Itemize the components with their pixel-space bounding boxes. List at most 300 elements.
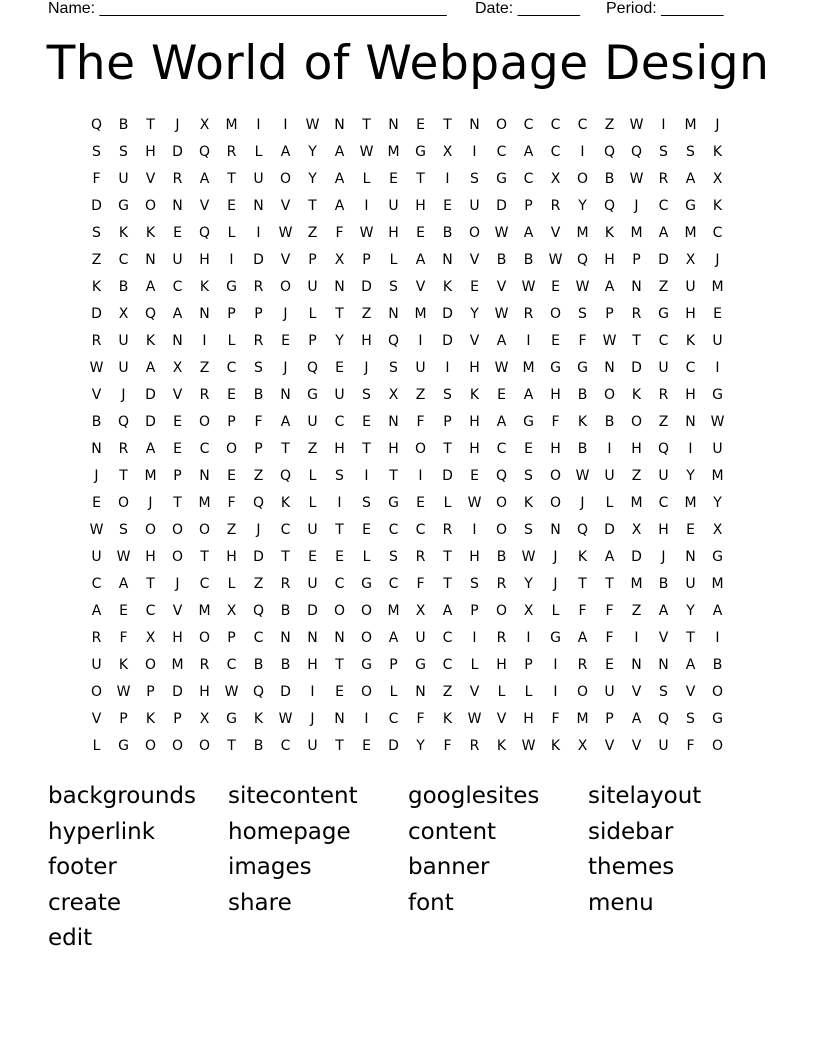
grid-letter: P bbox=[470, 603, 479, 619]
grid-letter: I bbox=[229, 252, 234, 268]
grid-letter: E bbox=[308, 549, 317, 565]
grid-letter: E bbox=[524, 441, 533, 457]
grid-letter: W bbox=[629, 171, 644, 187]
grid-letter: W bbox=[278, 225, 293, 241]
grid-letter: G bbox=[388, 495, 399, 511]
word-bank-item: font bbox=[408, 889, 454, 916]
grid-letter: J bbox=[364, 360, 369, 376]
word-bank-item: banner bbox=[408, 854, 490, 880]
grid-letter: R bbox=[199, 657, 210, 673]
grid-letter: A bbox=[631, 711, 642, 727]
grid-letter: Q bbox=[603, 198, 616, 214]
grid-letter: B bbox=[496, 252, 507, 268]
grid-letter: E bbox=[119, 603, 128, 619]
grid-letter: J bbox=[148, 495, 153, 511]
grid-letter: D bbox=[442, 306, 453, 322]
grid-letter: I bbox=[580, 144, 585, 160]
grid-letter: M bbox=[711, 576, 724, 592]
word-bank-item: create bbox=[48, 889, 122, 916]
grid-letter: S bbox=[659, 144, 668, 160]
grid-letter: U bbox=[469, 198, 480, 214]
grid-letter: J bbox=[715, 117, 720, 133]
grid-row bbox=[83, 490, 731, 517]
grid-letter: I bbox=[688, 441, 693, 457]
grid-letter: O bbox=[711, 738, 724, 754]
grid-letter: T bbox=[362, 441, 371, 457]
grid-letter: N bbox=[334, 117, 345, 133]
grid-letter: C bbox=[442, 630, 453, 646]
grid-letter: C bbox=[388, 522, 399, 538]
grid-letter: U bbox=[91, 657, 102, 673]
grid-row bbox=[83, 193, 731, 220]
grid-row bbox=[83, 112, 731, 139]
grid-letter: D bbox=[307, 603, 318, 619]
grid-letter: R bbox=[658, 171, 669, 187]
grid-letter: E bbox=[335, 684, 344, 700]
grid-letter: O bbox=[549, 306, 562, 322]
grid-letter: O bbox=[144, 522, 157, 538]
grid-letter: M bbox=[684, 495, 697, 511]
grid-letter: O bbox=[414, 441, 427, 457]
grid-letter: W bbox=[467, 495, 482, 511]
grid-letter: V bbox=[172, 387, 183, 403]
grid-letter: S bbox=[470, 171, 479, 187]
grid-letter: G bbox=[226, 711, 237, 727]
grid-row bbox=[83, 382, 731, 409]
grid-letter: A bbox=[172, 306, 183, 322]
grid-letter: S bbox=[254, 360, 263, 376]
grid-letter: I bbox=[472, 144, 477, 160]
grid-letter: E bbox=[173, 225, 182, 241]
grid-letter: O bbox=[117, 495, 130, 511]
word-bank-item: sidebar bbox=[588, 818, 674, 845]
grid-letter: F bbox=[578, 333, 587, 349]
grid-letter: H bbox=[469, 441, 480, 457]
grid-letter: Z bbox=[253, 576, 264, 592]
grid-letter: D bbox=[658, 252, 669, 268]
word-bank-item: footer bbox=[48, 854, 117, 880]
grid-letter: O bbox=[333, 603, 346, 619]
grid-row bbox=[83, 517, 731, 544]
grid-letter: R bbox=[91, 333, 102, 349]
grid-letter: S bbox=[362, 387, 371, 403]
grid-letter: B bbox=[577, 387, 588, 403]
grid-letter: O bbox=[279, 279, 292, 295]
grid-letter: E bbox=[92, 495, 101, 511]
grid-letter: N bbox=[658, 657, 669, 673]
grid-letter: Q bbox=[657, 711, 670, 727]
grid-letter: M bbox=[225, 117, 238, 133]
grid-letter: K bbox=[712, 144, 723, 160]
grid-letter: C bbox=[334, 414, 345, 430]
grid-letter: F bbox=[551, 711, 560, 727]
grid-letter: K bbox=[523, 495, 534, 511]
grid-letter: M bbox=[387, 603, 400, 619]
grid-letter: E bbox=[281, 333, 290, 349]
grid-letter: E bbox=[605, 657, 614, 673]
grid-letter: N bbox=[280, 387, 291, 403]
grid-letter: N bbox=[388, 414, 399, 430]
grid-letter: R bbox=[91, 630, 102, 646]
grid-letter: O bbox=[171, 549, 184, 565]
grid-letter: H bbox=[172, 630, 183, 646]
grid-letter: A bbox=[523, 225, 534, 241]
grid-letter: V bbox=[280, 198, 291, 214]
grid-letter: F bbox=[416, 414, 425, 430]
grid-letter: U bbox=[118, 333, 129, 349]
grid-letter: A bbox=[145, 441, 156, 457]
grid-letter: H bbox=[388, 225, 399, 241]
grid-letter: C bbox=[658, 495, 669, 511]
grid-row bbox=[83, 220, 731, 247]
grid-letter: A bbox=[118, 576, 129, 592]
grid-letter: D bbox=[631, 549, 642, 565]
word-bank bbox=[48, 780, 768, 958]
grid-letter: O bbox=[630, 414, 643, 430]
grid-letter: O bbox=[360, 684, 373, 700]
grid-letter: O bbox=[549, 495, 562, 511]
word-bank-item: images bbox=[228, 854, 312, 880]
grid-letter: L bbox=[227, 333, 236, 349]
grid-letter: I bbox=[364, 468, 369, 484]
grid-letter: A bbox=[334, 144, 345, 160]
grid-letter: M bbox=[576, 225, 589, 241]
grid-letter: R bbox=[253, 333, 264, 349]
grid-letter: B bbox=[118, 279, 129, 295]
grid-letter: Z bbox=[415, 387, 426, 403]
grid-letter: B bbox=[253, 387, 264, 403]
grid-letter: O bbox=[198, 522, 211, 538]
grid-letter: I bbox=[526, 630, 531, 646]
grid-letter: L bbox=[497, 684, 506, 700]
grid-letter: O bbox=[198, 414, 211, 430]
grid-letter: A bbox=[496, 414, 507, 430]
grid-letter: Q bbox=[198, 225, 211, 241]
word-bank-item: googlesites bbox=[408, 783, 540, 809]
grid-row bbox=[83, 706, 731, 733]
grid-letter: J bbox=[283, 306, 288, 322]
grid-letter: N bbox=[550, 522, 561, 538]
grid-letter: J bbox=[175, 576, 180, 592]
grid-letter: P bbox=[362, 252, 371, 268]
grid-letter: A bbox=[658, 225, 669, 241]
grid-letter: J bbox=[256, 522, 261, 538]
grid-letter: S bbox=[335, 468, 344, 484]
grid-letter: G bbox=[415, 144, 426, 160]
grid-letter: C bbox=[496, 144, 507, 160]
grid-letter: C bbox=[550, 117, 561, 133]
grid-letter: C bbox=[658, 198, 669, 214]
grid-letter: W bbox=[224, 684, 239, 700]
grid-letter: R bbox=[226, 144, 237, 160]
grid-letter: A bbox=[577, 630, 588, 646]
grid-letter: O bbox=[495, 522, 508, 538]
word-bank-item: content bbox=[408, 818, 497, 845]
grid-letter: Y bbox=[308, 144, 317, 160]
grid-letter: V bbox=[172, 603, 183, 619]
grid-letter: I bbox=[553, 684, 558, 700]
grid-letter: Q bbox=[387, 333, 400, 349]
grid-letter: N bbox=[145, 252, 156, 268]
grid-letter: R bbox=[442, 522, 453, 538]
grid-letter: D bbox=[91, 306, 102, 322]
grid-letter: P bbox=[308, 252, 317, 268]
grid-letter: H bbox=[199, 252, 210, 268]
grid-letter: X bbox=[199, 117, 210, 133]
grid-letter: D bbox=[172, 144, 183, 160]
grid-letter: W bbox=[494, 306, 509, 322]
word-bank-item: hyperlink bbox=[48, 818, 156, 845]
grid-letter: X bbox=[631, 522, 642, 538]
grid-letter: B bbox=[442, 225, 453, 241]
grid-letter: R bbox=[172, 171, 183, 187]
grid-letter: H bbox=[550, 441, 561, 457]
grid-letter: W bbox=[521, 738, 536, 754]
grid-letter: C bbox=[145, 603, 156, 619]
grid-letter: E bbox=[173, 414, 182, 430]
grid-letter: W bbox=[494, 225, 509, 241]
grid-letter: O bbox=[144, 738, 157, 754]
grid-letter: X bbox=[685, 252, 696, 268]
grid-letter: K bbox=[442, 711, 453, 727]
grid-letter: H bbox=[550, 387, 561, 403]
grid-letter: C bbox=[550, 144, 561, 160]
grid-letter: Y bbox=[578, 198, 587, 214]
grid-letter: L bbox=[254, 144, 263, 160]
grid-letter: F bbox=[578, 603, 587, 619]
grid-letter: O bbox=[360, 603, 373, 619]
grid-letter: E bbox=[335, 549, 344, 565]
grid-letter: A bbox=[334, 171, 345, 187]
grid-letter: T bbox=[605, 576, 614, 592]
grid-letter: B bbox=[253, 738, 264, 754]
grid-letter: H bbox=[307, 657, 318, 673]
grid-letter: A bbox=[685, 657, 696, 673]
grid-letter: I bbox=[634, 630, 639, 646]
grid-letter: S bbox=[659, 684, 668, 700]
grid-letter: A bbox=[145, 279, 156, 295]
grid-letter: U bbox=[118, 171, 129, 187]
grid-letter: F bbox=[416, 711, 425, 727]
grid-letter: W bbox=[521, 549, 536, 565]
grid-letter: C bbox=[199, 576, 210, 592]
grid-letter: F bbox=[335, 225, 344, 241]
grid-letter: H bbox=[685, 387, 696, 403]
grid-letter: V bbox=[199, 198, 210, 214]
grid-letter: J bbox=[553, 549, 558, 565]
grid-letter: G bbox=[550, 630, 561, 646]
grid-letter: K bbox=[91, 279, 102, 295]
grid-letter: D bbox=[604, 522, 615, 538]
grid-letter: T bbox=[281, 441, 290, 457]
grid-letter: O bbox=[576, 684, 589, 700]
grid-letter: T bbox=[227, 171, 236, 187]
grid-letter: E bbox=[416, 495, 425, 511]
grid-letter: W bbox=[359, 144, 374, 160]
grid-letter: U bbox=[712, 441, 723, 457]
grid-letter: H bbox=[604, 252, 615, 268]
grid-letter: S bbox=[389, 360, 398, 376]
name-field: Name: _______________________________________ bbox=[48, 0, 447, 17]
grid-letter: C bbox=[199, 441, 210, 457]
grid-letter: D bbox=[280, 684, 291, 700]
grid-letter: Z bbox=[226, 522, 237, 538]
grid-letter: Y bbox=[470, 306, 479, 322]
grid-letter: A bbox=[280, 144, 291, 160]
grid-letter: W bbox=[116, 549, 131, 565]
grid-letter: O bbox=[576, 171, 589, 187]
grid-letter: T bbox=[335, 657, 344, 673]
grid-letter: S bbox=[92, 144, 101, 160]
grid-letter: G bbox=[658, 306, 669, 322]
grid-letter: P bbox=[146, 684, 155, 700]
grid-letter: K bbox=[685, 333, 696, 349]
grid-letter: V bbox=[496, 711, 507, 727]
grid-letter: U bbox=[685, 576, 696, 592]
grid-letter: G bbox=[226, 279, 237, 295]
grid-row bbox=[83, 652, 731, 679]
grid-letter: V bbox=[631, 738, 642, 754]
grid-letter: Q bbox=[630, 144, 643, 160]
grid-letter: K bbox=[577, 414, 588, 430]
grid-letter: H bbox=[496, 657, 507, 673]
grid-letter: T bbox=[416, 171, 425, 187]
grid-letter: T bbox=[173, 495, 182, 511]
grid-letter: R bbox=[280, 576, 291, 592]
grid-letter: U bbox=[415, 360, 426, 376]
grid-letter: O bbox=[468, 225, 481, 241]
grid-letter: F bbox=[605, 603, 614, 619]
grid-letter: M bbox=[198, 603, 211, 619]
grid-letter: O bbox=[198, 630, 211, 646]
grid-letter: X bbox=[388, 387, 399, 403]
grid-letter: K bbox=[199, 279, 210, 295]
period-field: Period: _______ bbox=[606, 0, 724, 17]
grid-letter: D bbox=[145, 387, 156, 403]
grid-letter: V bbox=[685, 684, 696, 700]
grid-letter: A bbox=[658, 603, 669, 619]
grid-row bbox=[83, 328, 731, 355]
grid-letter: S bbox=[389, 279, 398, 295]
word-bank-item: sitecontent bbox=[228, 783, 358, 809]
grid-letter: T bbox=[578, 576, 587, 592]
grid-letter: L bbox=[308, 495, 317, 511]
grid-letter: N bbox=[388, 306, 399, 322]
grid-letter: O bbox=[549, 468, 562, 484]
grid-row bbox=[83, 409, 731, 436]
grid-letter: L bbox=[389, 684, 398, 700]
grid-letter: M bbox=[414, 306, 427, 322]
grid-letter: M bbox=[630, 495, 643, 511]
grid-letter: A bbox=[442, 603, 453, 619]
grid-letter: B bbox=[118, 117, 129, 133]
grid-letter: U bbox=[685, 279, 696, 295]
grid-letter: O bbox=[495, 117, 508, 133]
grid-letter: C bbox=[172, 279, 183, 295]
grid-letter: U bbox=[658, 738, 669, 754]
grid-letter: C bbox=[415, 522, 426, 538]
grid-letter: R bbox=[118, 441, 129, 457]
grid-letter: W bbox=[494, 360, 509, 376]
grid-letter: S bbox=[119, 144, 128, 160]
grid-letter: M bbox=[144, 468, 157, 484]
grid-letter: M bbox=[630, 225, 643, 241]
grid-letter: I bbox=[526, 333, 531, 349]
grid-letter: G bbox=[118, 738, 129, 754]
grid-letter: H bbox=[658, 522, 669, 538]
grid-letter: Z bbox=[658, 414, 669, 430]
grid-letter: I bbox=[256, 225, 261, 241]
grid-letter: I bbox=[661, 117, 666, 133]
grid-letter: E bbox=[362, 522, 371, 538]
grid-letter: A bbox=[604, 279, 615, 295]
grid-letter: Q bbox=[252, 603, 265, 619]
grid-letter: T bbox=[200, 549, 209, 565]
grid-letter: N bbox=[172, 333, 183, 349]
grid-letter: E bbox=[416, 225, 425, 241]
grid-letter: N bbox=[172, 198, 183, 214]
grid-letter: P bbox=[173, 468, 182, 484]
grid-letter: E bbox=[362, 738, 371, 754]
grid-letter: P bbox=[389, 657, 398, 673]
grid-row bbox=[83, 679, 731, 706]
grid-letter: K bbox=[118, 657, 129, 673]
grid-letter: T bbox=[146, 576, 155, 592]
grid-letter: S bbox=[92, 225, 101, 241]
grid-letter: C bbox=[118, 252, 129, 268]
grid-letter: M bbox=[630, 576, 643, 592]
grid-letter: N bbox=[280, 630, 291, 646]
grid-letter: U bbox=[118, 360, 129, 376]
grid-letter: P bbox=[254, 306, 263, 322]
grid-letter: R bbox=[523, 306, 534, 322]
grid-letter: K bbox=[550, 738, 561, 754]
grid-letter: J bbox=[94, 468, 99, 484]
grid-letter: O bbox=[495, 603, 508, 619]
grid-letter: N bbox=[199, 306, 210, 322]
grid-letter: C bbox=[658, 333, 669, 349]
grid-letter: I bbox=[202, 333, 207, 349]
grid-letter: Y bbox=[713, 495, 722, 511]
grid-letter: H bbox=[145, 144, 156, 160]
grid-row bbox=[83, 355, 731, 382]
grid-letter: B bbox=[604, 414, 615, 430]
grid-letter: B bbox=[577, 441, 588, 457]
grid-letter: B bbox=[604, 171, 615, 187]
grid-letter: W bbox=[89, 522, 104, 538]
grid-letter: I bbox=[283, 117, 288, 133]
grid-letter: Q bbox=[117, 414, 130, 430]
grid-letter: F bbox=[119, 630, 128, 646]
grid-letter: B bbox=[280, 603, 291, 619]
grid-letter: M bbox=[711, 468, 724, 484]
grid-letter: I bbox=[445, 171, 450, 187]
grid-letter: N bbox=[334, 630, 345, 646]
grid-letter: N bbox=[334, 279, 345, 295]
grid-row bbox=[83, 166, 731, 193]
grid-letter: W bbox=[602, 333, 617, 349]
grid-letter: H bbox=[388, 441, 399, 457]
grid-letter: Q bbox=[90, 117, 103, 133]
grid-letter: R bbox=[253, 279, 264, 295]
grid-letter: L bbox=[524, 684, 533, 700]
grid-letter: E bbox=[227, 387, 236, 403]
grid-letter: V bbox=[145, 171, 156, 187]
grid-letter: I bbox=[472, 522, 477, 538]
grid-letter: U bbox=[172, 252, 183, 268]
grid-letter: D bbox=[388, 738, 399, 754]
grid-letter: U bbox=[91, 549, 102, 565]
